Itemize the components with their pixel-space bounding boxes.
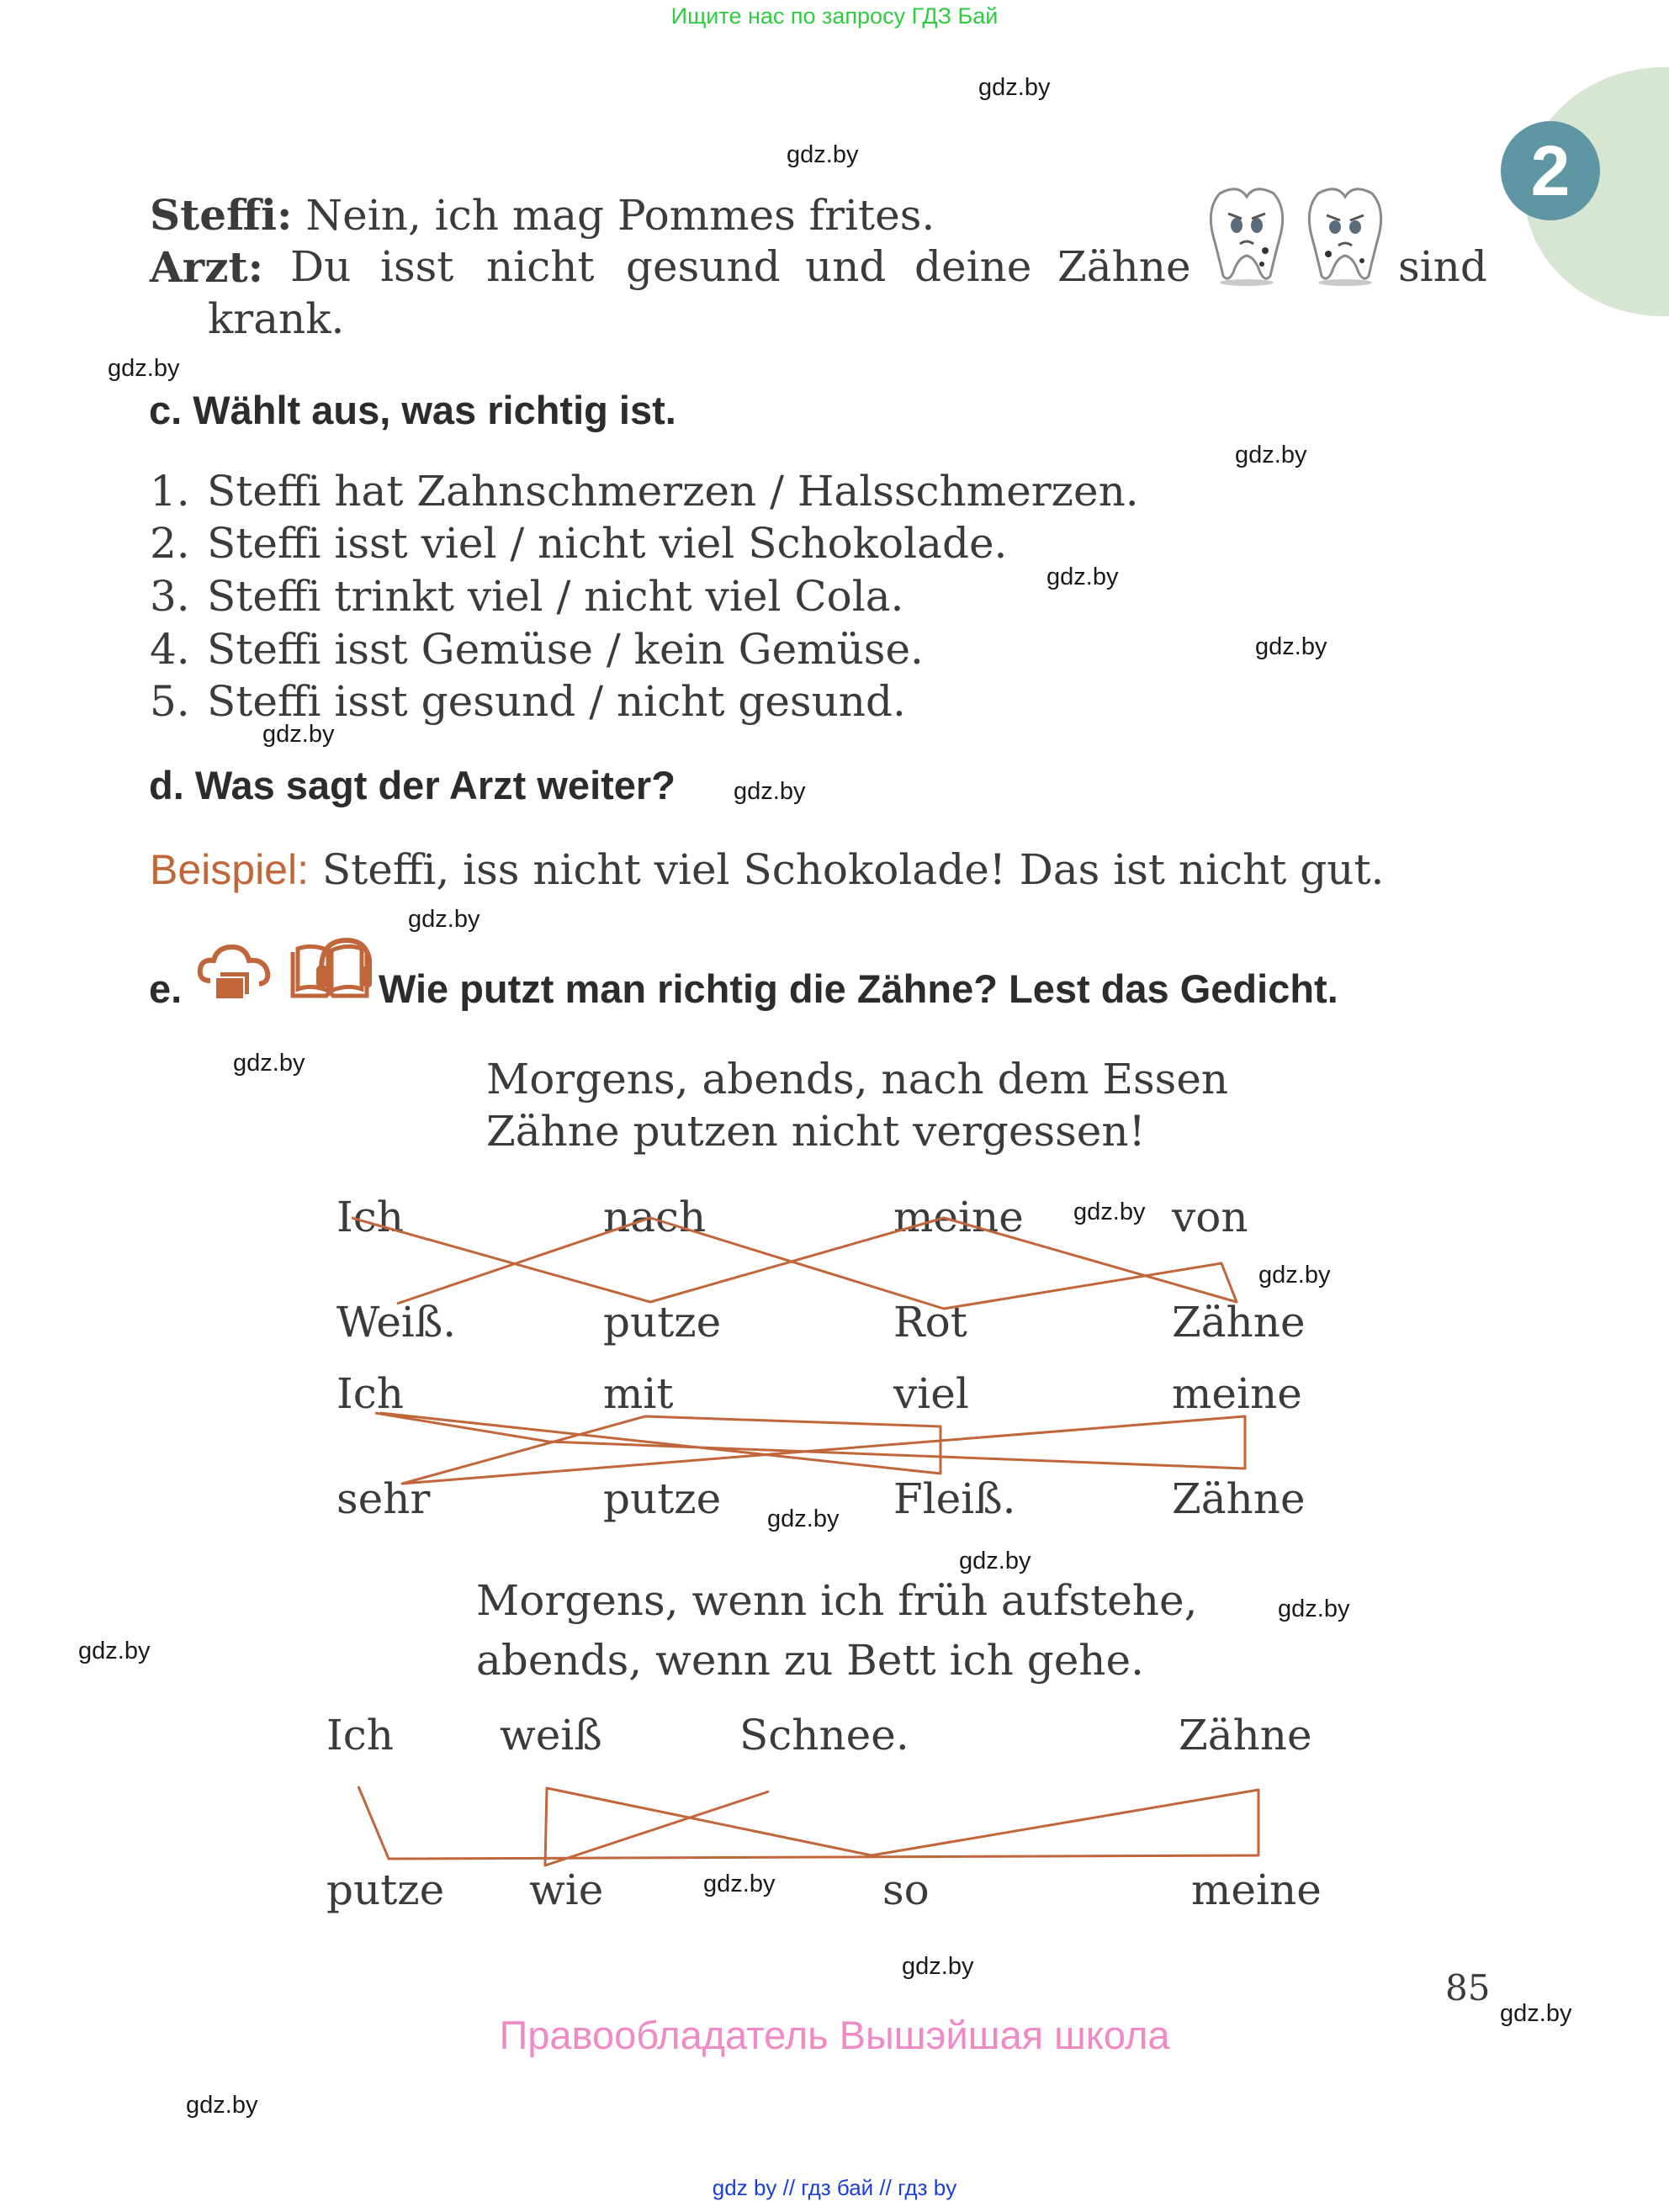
puzzle-word: Zähne [1172,1474,1306,1523]
puzzle-word: Fleiß. [893,1474,1016,1523]
arzt-word: sind [1398,242,1487,291]
arzt-word: gesund [626,242,781,291]
watermark: gdz.by [787,141,859,168]
task-c-item: Steffi trinkt viel / nicht viel Cola. [207,572,904,621]
watermark: gdz.by [1073,1199,1146,1225]
task-c-item-number: 4. [150,625,190,674]
task-c-heading: c. Wählt aus, was richtig ist. [149,388,676,432]
puzzle-word: weiß [500,1711,602,1760]
unit-badge: 2 [1501,121,1600,220]
watermark: gdz.by [978,74,1051,101]
puzzle-word: meine [893,1193,1024,1241]
watermark: gdz.by [1255,633,1327,660]
puzzle-word: putze [603,1298,722,1347]
arzt-word: krank. [208,294,345,343]
watermark: gdz.by [959,1548,1031,1574]
watermark: gdz.by [78,1638,151,1664]
task-d-heading: d. Was sagt der Arzt weiter? [149,763,676,807]
watermark: gdz.by [734,778,806,805]
puzzle-word: Zähne [1172,1298,1306,1347]
watermark: gdz.by [262,721,335,748]
puzzle-word: nach [603,1193,707,1241]
poem-line: Morgens, abends, nach dem Essen [486,1055,1229,1103]
watermark: gdz.by [1046,564,1119,590]
watermark: gdz.by [408,906,480,933]
watermark: gdz.by [233,1050,305,1077]
task-c-item-number: 5. [150,677,190,726]
puzzle-word: Zähne [1179,1711,1312,1760]
poem-line: Morgens, wenn ich früh aufstehe, [476,1576,1198,1625]
puzzle-word: meine [1191,1865,1322,1914]
example-text: Steffi, iss nicht viel Schokolade! Das ist nicht gut. [321,845,1385,894]
speaker-steffi: Steffi: [150,190,293,240]
watermark: gdz.by [186,2092,258,2119]
task-e-heading: Wie putzt man richtig die Zähne? Lest das Gedicht. [379,966,1338,1011]
task-c-item-number: 3. [150,572,190,621]
arzt-word: isst [380,242,454,291]
puzzle-word: putze [326,1865,445,1914]
example-label: Beispiel: [150,846,309,893]
watermark: gdz.by [902,1953,974,1980]
puzzle-word: Rot [893,1298,967,1347]
task-c-item: Steffi isst viel / nicht viel Schokolade. [207,519,1008,568]
puzzle-word: meine [1172,1369,1302,1418]
arzt-word: Du [290,242,352,291]
puzzle-word: mit [603,1369,674,1418]
poem-line: abends, wenn zu Bett ich gehe. [476,1636,1144,1685]
puzzle1-connector [352,1218,1237,1309]
poem-line: Zähne putzen nicht vergessen! [486,1107,1146,1156]
puzzle-word: wie [529,1865,604,1914]
puzzle-word: Ich [326,1711,394,1760]
task-c-item: Steffi isst Gemüse / kein Gemüse. [207,625,924,674]
puzzle-word: Ich [336,1369,404,1418]
speaker-arzt: Arzt: [150,242,264,292]
watermark: gdz.by [1258,1262,1331,1289]
puzzle-word: von [1172,1193,1248,1241]
puzzle2-connector [375,1413,1245,1484]
watermark: gdz.by [108,355,180,382]
steffi-text: Nein, ich mag Pommes frites. [305,191,935,240]
watermark: gdz.by [703,1871,776,1897]
task-c-item-number: 1. [150,467,190,516]
page-number: 85 [1445,1967,1491,2008]
bottom-links[interactable]: gdz by // гдз бай // гдз by [712,2175,957,2200]
arzt-word: nicht [486,242,595,291]
copyright-notice: Правообладатель Вышэйшая школа [499,2013,1170,2057]
watermark: gdz.by [1235,442,1307,468]
puzzle-word: Weiß. [336,1298,457,1347]
watermark: gdz.by [1500,2000,1572,2027]
puzzle-word: viel [893,1369,969,1418]
arzt-word: und [805,242,887,291]
puzzle-word: sehr [336,1474,431,1523]
task-c-item: Steffi isst gesund / nicht gesund. [207,677,906,726]
arzt-word: deine [914,242,1032,291]
task-c-item-number: 2. [150,519,190,568]
puzzle-word: putze [603,1474,722,1523]
task-c-item: Steffi hat Zahnschmerzen / Halsschmerzen. [207,467,1139,516]
puzzle-word: Ich [336,1193,404,1241]
watermark: gdz.by [767,1506,840,1532]
task-e-letter: e. [149,966,183,1011]
puzzle3-connector [358,1786,1258,1865]
puzzle-word: Schnee. [739,1711,909,1760]
top-banner: Ищите нас по запросу ГДЗ Бай [670,3,999,29]
puzzle-word: so [882,1865,930,1914]
arzt-word: Zähne [1057,242,1191,291]
watermark: gdz.by [1278,1595,1350,1622]
